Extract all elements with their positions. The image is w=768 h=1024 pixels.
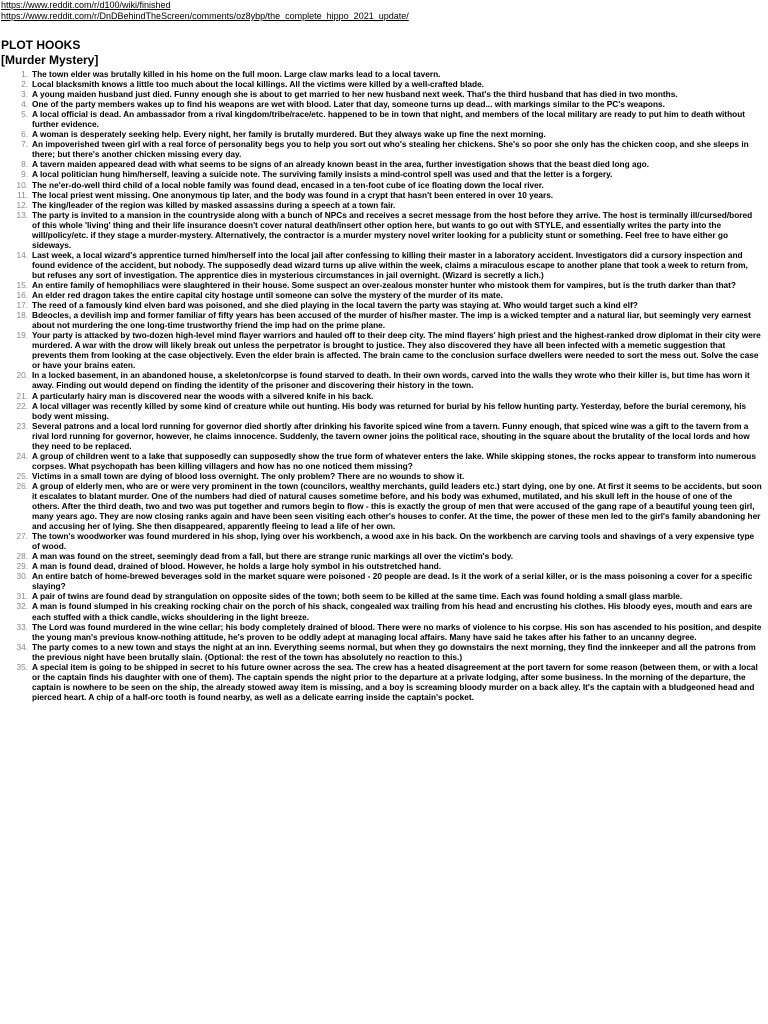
item-number: 15.	[16, 279, 28, 290]
item-number: 14.	[16, 249, 28, 260]
source-link-d100[interactable]: https://www.reddit.com/r/d100/wiki/finished	[1, 0, 171, 10]
plot-hook-item	[1, 451, 762, 471]
item-text: The town's woodworker was found murdered in his shop, lying over his workbench, a wood axe in his back. On the workbench are carving tools and shavings of a very expensive type of wood.	[32, 531, 755, 552]
plot-hook-item	[1, 481, 762, 531]
item-number: 27.	[16, 531, 28, 542]
item-number: 20.	[16, 370, 28, 381]
item-number: 21.	[16, 390, 28, 401]
item-number: 8.	[21, 159, 28, 170]
item-number: 16.	[16, 290, 28, 301]
item-text: Bdeocles, a devilish imp and former familiar of fifty years has been accused of the murder of his/her master. The imp is a wicked tempter and a natural liar, but seemingly very earnest about not murdering the one long-time trustworthy friend the imp had on the prime plane.	[32, 310, 751, 331]
item-text: The reed of a famously kind elven bard was poisoned, and she died playing in the local tavern the party was staying at. Who would target such a kind elf?	[32, 300, 638, 311]
item-number: 3.	[21, 89, 28, 100]
plot-hook-item	[1, 159, 762, 169]
item-text: An elder red dragon takes the entire capital city hostage until someone can solve the mystery of the murder of its mate.	[32, 290, 503, 301]
item-text: The town elder was brutally killed in his home on the full moon. Large claw marks lead to a local tavern.	[32, 69, 441, 79]
item-text: The king/leader of the region was killed by masked assassins during a speech at a town fair.	[32, 199, 396, 210]
plot-hook-item	[1, 89, 762, 99]
item-text: A pair of twins are found dead by strangulation on opposite sides of the town; both seem to be killed at the same time. Each was found holding a small glass marble.	[32, 591, 683, 602]
item-text: Local blacksmith knows a little too much about the local killings. All the victims were killed by a well-crafted blade.	[32, 79, 484, 90]
item-number: 19.	[16, 330, 28, 341]
plot-hook-item	[1, 561, 762, 571]
section-subheading: [Murder Mystery]	[1, 53, 99, 67]
item-text: The local priest went missing. One anonymous tip later, and the body was found in a crypt that hasn't been entered in over 10 years.	[32, 189, 554, 200]
plot-hook-item	[1, 601, 762, 621]
item-text: A man is found dead, drained of blood. However, he holds a large holy symbol in his outstretched hand.	[32, 561, 442, 572]
item-text: A young maiden husband just died. Funny enough she is about to get married to her new husband next week. That's the third husband that has died in two months.	[32, 89, 678, 100]
plot-hook-item	[1, 250, 762, 280]
plot-hook-item	[1, 551, 762, 561]
item-text: A local politician hung him/herself, leaving a suicide note. The surviving family insists a mind-control spell was used and that the letter is a forgery.	[32, 169, 613, 180]
item-text: Several patrons and a local lord running for governor died shortly after drinking his favorite spiced wine from a tavern. Funny enough, that spiced wine was a gift to the tavern from a rival lord running for governor, however, he claims innocence. Suddenly, the tavern owner joins the political race, shouting in the square about the brutality of the local lords and how they need to be replaced.	[32, 420, 750, 451]
item-text: A special item is going to be shipped in secret to his future owner across the sea. The crew has a heated disagreement at the port tavern for some reason (between them, or with a local or the captain finds his daughter with one of them). The captain spends the night prior to the departure at a private lodging, after some business. In the morning of the departure, the captain is nowhere to be seen on the ship, the already stowed away item is missing, and a boy is screaming bloody murder on a back alley. It's the captain with a bludgeoned head and pierced heart. A chip of a half-orc tooth is found nearby, as well as a delicate earring inside the captain's pocket.	[32, 661, 758, 702]
item-number: 30.	[16, 571, 28, 582]
item-text: A group of elderly men, who are or were very prominent in the town (councilors, wealthy merchants, guild leaders etc.) start dying, one by one. At first it seems to be accidents, but soon it escalates to blatant murder. One of the numbers had died of natural causes sometime before, and his body was exhumed, mutilated, and his skull left in the house of one of the others. After the third death, two and two was put together and rumors begin to flow - this is exactly the group of men that were accused of the gang rape of a beautiful young teen girl, many years ago. They are now closing ranks again and have been seen visiting each other's houses to confer. At the time, the power of these men led to the girl's family abandoning her and accusing her of lying. She then disappeared, apparently fleeing to lead a life of her own.	[32, 480, 762, 532]
plot-hook-item	[1, 169, 762, 179]
page-heading: PLOT HOOKS	[1, 38, 81, 52]
item-text: Your party is attacked by two-dozen high-level mind flayer warriors and hauled off to their deep city. The mind flayers' high priest and the highest-ranked drow diplomat in their city were murdered. A war with the drow will likely break out unless the perpetrator is brought to justice. They also discovered they have all been infected with a memetic suggestion that prevents them from looking at the case objectively. Even the elder brain is affected. The brain came to the conclusion surface dwellers were needed to sort the mess out. Solve the case or have your brains eaten.	[32, 330, 761, 371]
plot-hook-item	[1, 662, 762, 702]
item-text: A group of children went to a lake that supposedly can supposedly show the true form of whatever enters the lake. While skipping stones, the rocks appear to transform into numerous corpses. What psychopath has been killing villagers and how has no one noticed them missing?	[32, 450, 756, 471]
plot-hook-item	[1, 210, 762, 250]
item-number: 34.	[16, 641, 28, 652]
item-text: The Lord was found murdered in the wine cellar; his body completely drained of blood. There were no marks of violence to his corpse. His son has ascended to his position, and despite the young man's previous know-nothing attitude, he's proven to be oddly adept at managing local affairs. Many have said he takes after his father to an uncanny degree.	[32, 621, 762, 642]
item-number: 1.	[21, 69, 28, 79]
item-text: An entire batch of home-brewed beverages sold in the market square were poisoned - 20 people are dead. Is it the work of a serial killer, or is the mass poisoning a cover for a specific slaying?	[32, 571, 753, 592]
plot-hook-item	[1, 571, 762, 591]
item-text: A woman is desperately seeking help. Every night, her family is brutally murdered. But they always wake up fine the next morning.	[32, 129, 546, 140]
item-text: The party is invited to a mansion in the countryside along with a bunch of NPCs and receives a secret message from the host before they arrive. The host is terminally ill/cursed/bored of this whole 'living' thing and their life insurance doesn't cover natural death/insert other option here, but wants to go out with STYLE, and essentially writes the party into the will/policy/etc. if they stage a murder-mystery. Alternatively, the contractor is a murder mystery novel writer looking for a publicity stunt or something. Feel free to have either go sideways.	[32, 209, 753, 250]
plot-hook-item	[1, 139, 762, 159]
plot-hook-item	[1, 531, 762, 551]
plot-hook-list	[1, 69, 762, 702]
plot-hook-item	[1, 190, 762, 200]
item-number: 2.	[21, 79, 28, 90]
plot-hook-item	[1, 330, 762, 370]
item-number: 7.	[21, 139, 28, 150]
plot-hook-item	[1, 622, 762, 642]
plot-hook-item	[1, 421, 762, 451]
plot-hook-item	[1, 370, 762, 390]
item-text: A local villager was recently killed by some kind of creature while out hunting. His body was returned for burial by his fellow hunting party. Yesterday, before the burial ceremony, his body went missing.	[32, 400, 747, 421]
item-number: 9.	[21, 169, 28, 180]
plot-hook-item	[1, 109, 762, 129]
plot-hook-item	[1, 180, 762, 190]
item-text: Victims in a small town are dying of blood loss overnight. The only problem? There are no wounds to show it.	[32, 470, 465, 481]
item-number: 5.	[21, 109, 28, 120]
item-text: The ne'er-do-well third child of a local noble family was found dead, encased in a ten-foot cube of ice floating down the local river.	[32, 179, 544, 190]
plot-hook-item	[1, 401, 762, 421]
item-number: 18.	[16, 310, 28, 321]
item-number: 12.	[16, 199, 28, 210]
plot-hook-item	[1, 310, 762, 330]
item-number: 4.	[21, 99, 28, 110]
item-text: An entire family of hemophiliacs were slaughtered in their house. Some suspect an over-zealous monster hunter who mistook them for vampires, but is the truth darker than that?	[32, 279, 736, 290]
item-text: An impoverished tween girl with a real force of personality begs you to help you sort out who's stealing her chickens. She's so poor she only has the chicken coop, and she sleeps in there; but there's another chicken missing every day.	[32, 139, 749, 160]
item-number: 23.	[16, 420, 28, 431]
plot-hook-item	[1, 300, 762, 310]
item-text: A particularly hairy man is discovered near the woods with a silvered knife in his back.	[32, 390, 374, 401]
item-text: One of the party members wakes up to find his weapons are wet with blood. Later that day, someone turns up dead... with markings similar to the PC's weapons.	[32, 99, 665, 110]
plot-hook-item	[1, 129, 762, 139]
item-text: A man is found slumped in his creaking rocking chair on the porch of his shack, congealed wax trailing from his head and encrusting his clothes. His bloody eyes, mouth and ears are each stuffed with a thick candle, wicks shouldering in the light breeze.	[32, 601, 753, 622]
item-number: 24.	[16, 450, 28, 461]
item-number: 17.	[16, 300, 28, 311]
plot-hook-item	[1, 79, 762, 89]
item-number: 11.	[17, 189, 28, 200]
item-number: 32.	[16, 601, 28, 612]
plot-hook-item	[1, 99, 762, 109]
item-number: 28.	[16, 551, 28, 562]
plot-hook-item	[1, 69, 762, 79]
plot-hook-item	[1, 471, 762, 481]
item-number: 13.	[16, 209, 28, 220]
item-number: 22.	[16, 400, 28, 411]
item-text: A local official is dead. An ambassador from a rival kingdom/tribe/race/etc. happened to be in town that night, and members of the local military are ready to put him to death without further evidence.	[32, 109, 746, 130]
item-number: 33.	[16, 621, 28, 632]
plot-hook-item	[1, 642, 762, 662]
item-number: 6.	[21, 129, 28, 140]
plot-hook-item	[1, 290, 762, 300]
item-text: A tavern maiden appeared dead with what seems to be signs of an already known beast in the area, further investigation shows that the beast died long ago.	[32, 159, 650, 170]
item-text: In a locked basement, in an abandoned house, a skeleton/corpse is found starved to death. In their own words, carved into the walls they wrote who their killer is, but time has worn it away. Finding out would depend on finding the identity of the prisoner and discovering their history in the town.	[32, 370, 750, 391]
plot-hook-item	[1, 591, 762, 601]
plot-hook-item	[1, 280, 762, 290]
item-text: Last week, a local wizard's apprentice turned him/herself into the local jail after confessing to killing their master in a laboratory accident. Investigators did a cursory inspection and found evidence of the accident, but nobody. The supposedly dead wizard turns up alive within the week, claims a miraculous escape to another plane that took a week to return from, but refuses any sort of investigation. The apprentice dies in mysterious circumstances in jail overnight. (Wizard is secretly a lich.)	[32, 249, 748, 280]
plot-hook-item	[1, 391, 762, 401]
item-number: 35.	[16, 661, 28, 672]
item-text: A man was found on the street, seemingly dead from a fall, but there are strange runic markings all over the victim's body.	[32, 551, 514, 562]
item-text: The party comes to a new town and stays the night at an inn. Everything seems normal, but when they go downstairs the next morning, they find the innkeeper and all the patrons from the previous night have been brutally slain. (Optional: the rest of the town has absolutely no reaction to this.)	[32, 641, 756, 662]
plot-hook-item	[1, 200, 762, 210]
item-number: 25.	[16, 470, 28, 481]
item-number: 31.	[16, 591, 28, 602]
item-number: 29.	[16, 561, 28, 572]
item-number: 10.	[16, 179, 28, 190]
item-number: 26.	[16, 480, 28, 491]
source-link-hippo[interactable]: https://www.reddit.com/r/DnDBehindTheScreen/comments/oz8ybp/the_complete_hippo_2021_update/	[1, 11, 409, 21]
